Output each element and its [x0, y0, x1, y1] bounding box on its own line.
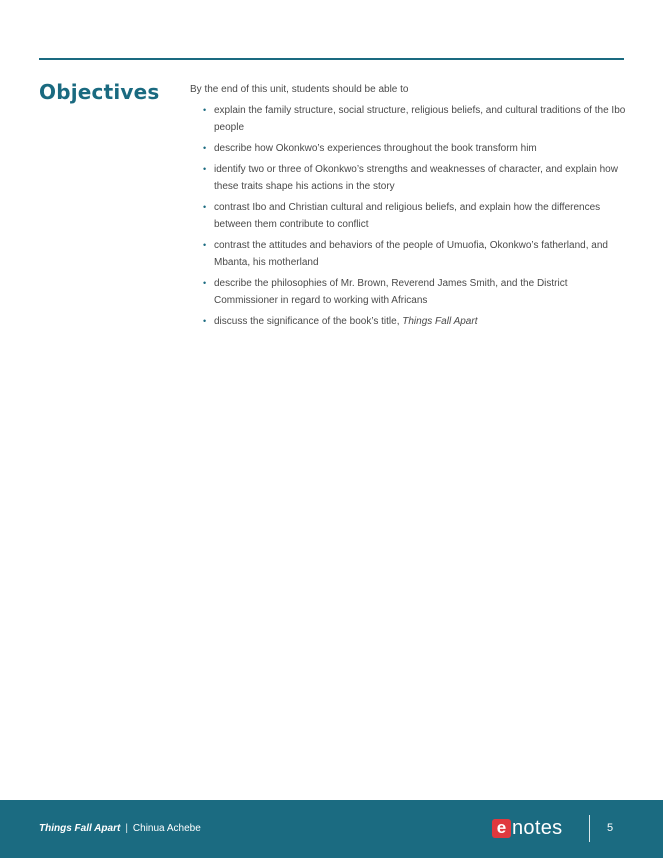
bullet-icon: •: [203, 278, 207, 288]
objective-list: [190, 102, 626, 330]
objective-text: explain the family structure, social structure, religious beliefs, and cultural traditions of the Ibo people: [214, 105, 626, 133]
objective-text: contrast the attitudes and behaviors of the people of Umuofia, Okonkwo’s fatherland, and Mbanta, his motherland: [214, 240, 608, 268]
logo-e-icon: e: [492, 819, 511, 838]
page-number: 5: [607, 822, 614, 834]
footer-author: Chinua Achebe: [132, 823, 201, 834]
objective-text: describe the philosophies of Mr. Brown, Reverend James Smith, and the District Commissioner in regard to working with Africans: [214, 278, 568, 306]
footer-divider: [589, 815, 590, 842]
objective-item: [203, 102, 626, 136]
objective-text: discuss the significance of the book’s title,: [214, 316, 403, 327]
top-divider: [39, 58, 624, 60]
footer-separator: |: [125, 823, 128, 834]
objective-item: [203, 161, 626, 195]
objective-text: describe how Okonkwo’s experiences throughout the book transform him: [214, 143, 537, 154]
book-title-italic: Things Fall Apart: [402, 316, 478, 327]
bullet-icon: •: [203, 143, 207, 153]
enotes-logo: [492, 817, 562, 839]
objective-item: [203, 140, 626, 157]
bullet-icon: •: [203, 240, 207, 250]
bullet-icon: •: [203, 316, 207, 326]
section-heading: Objectives: [39, 80, 160, 104]
objectives-body: [190, 81, 626, 334]
page-footer: [0, 800, 663, 858]
bullet-icon: •: [203, 164, 207, 174]
footer-book-title: Things Fall Apart: [39, 823, 121, 834]
intro-text: By the end of this unit, students should be able to: [190, 84, 409, 95]
bullet-icon: •: [203, 202, 207, 212]
bullet-icon: •: [203, 105, 207, 115]
objective-item: [203, 199, 626, 233]
objective-item: [203, 313, 626, 330]
logo-text: notes: [512, 816, 563, 839]
objective-item: [203, 237, 626, 271]
objective-item: [203, 275, 626, 309]
objective-text: contrast Ibo and Christian cultural and religious beliefs, and explain how the differences between them contribute to conflict: [214, 202, 601, 230]
objective-text: identify two or three of Okonkwo’s strengths and weaknesses of character, and explain how these traits shape his actions in the story: [214, 164, 618, 192]
footer-citation: [39, 823, 201, 834]
